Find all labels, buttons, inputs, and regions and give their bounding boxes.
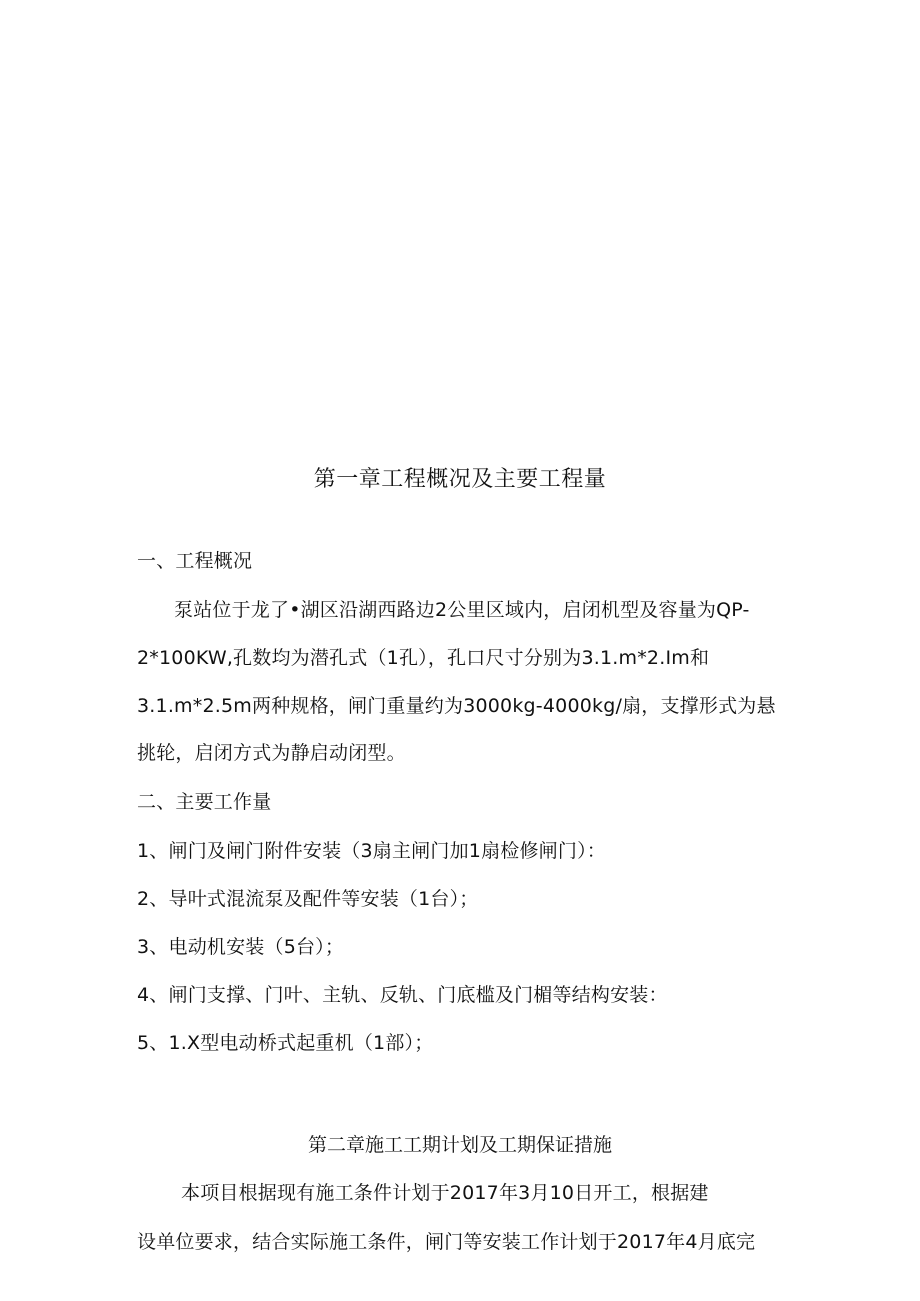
- paragraph-line: 泵站位于龙了•湖区沿湖西路边2公里区域内，启闭机型及容量为QP-: [174, 599, 750, 621]
- work-item: 1、闸门及闸门附件安装（3扇主闸门加1扇检修闸门）：: [137, 840, 606, 862]
- paragraph-line: 设单位要求，结合实际施工条件，闸门等安装工作计划于2017年4月底完: [137, 1231, 756, 1253]
- work-item: 3、电动机安装（5台）；: [137, 936, 345, 958]
- work-item: 4、闸门支撑、门叶、主轨、反轨、门底槛及门楣等结构安装：: [137, 984, 668, 1006]
- work-item: 5、1.X型电动桥式起重机（1部）；: [137, 1032, 434, 1054]
- section1-heading: 一、工程概况: [137, 550, 253, 572]
- section2-heading: 二、主要工作量: [137, 791, 272, 813]
- paragraph-line: 2*100KW,孔数均为潜孔式（1孔），孔口尺寸分别为3.1.m*2.Im和: [137, 647, 710, 669]
- paragraph-line: 本项目根据现有施工条件计划于2017年3月10日开工，根据建: [181, 1182, 709, 1204]
- work-item: 2、导叶式混流泵及配件等安装（1台）；: [137, 888, 479, 910]
- chapter1-title: 第一章工程概况及主要工程量: [313, 467, 607, 492]
- chapter2-title: 第二章施工工期计划及工期保证措施: [307, 1134, 612, 1156]
- paragraph-line: 3.1.m*2.5m两种规格，闸门重量约为3000kg-4000kg/扇，支撑形式为悬: [137, 695, 776, 717]
- paragraph-line: 挑轮，启闭方式为静启动闭型。: [137, 742, 406, 764]
